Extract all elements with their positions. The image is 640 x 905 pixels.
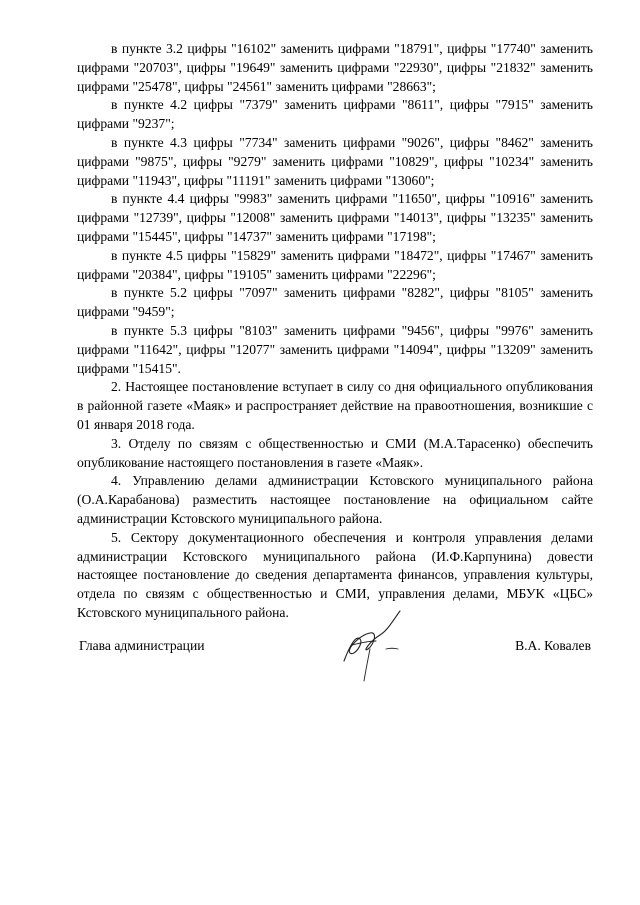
- paragraph-point-4-3: в пункте 4.3 цифры "7734" заменить цифрами "9026", цифры "8462" заменить цифрами "9875", цифры "9279" заменить цифрами "10829", цифры "10234" заменить цифрами "11943", цифры "11191" заменить цифрами "13060";: [77, 134, 593, 188]
- paragraph-item-3: 3. Отделу по связям с общественностью и СМИ (М.А.Тарасенко) обеспечить опубликование настоящего постановления в газете «Маяк».: [77, 435, 593, 470]
- paragraph-point-4-4: в пункте 4.4 цифры "9983" заменить цифрами "11650", цифры "10916" заменить цифрами "12739", цифры "12008" заменить цифрами "14013", цифры "13235" заменить цифрами "15445", цифры "14737" заменить цифрами "17198";: [77, 191, 593, 244]
- paragraph-item-2: 2. Настоящее постановление вступает в силу со дня официального опубликования в районной газете «Маяк» и распространяет действие на правоотношения, возникшие с 01 января 2018 года.: [77, 379, 593, 432]
- handwritten-signature-icon: [330, 605, 410, 685]
- paragraph-point-4-2: в пункте 4.2 цифры "7379" заменить цифрами "8611", цифры "7915" заменить цифрами "9237";: [77, 97, 593, 132]
- signature-block: [77, 605, 593, 685]
- signatory-name: В.А. Ковалев: [515, 638, 591, 653]
- signatory-title: Глава администрации: [79, 638, 205, 653]
- paragraph-point-5-3: в пункте 5.3 цифры "8103" заменить цифрами "9456", цифры "9976" заменить цифрами "11642", цифры "12077" заменить цифрами "14094", цифры "13209" заменить цифрами "15415".: [77, 322, 593, 376]
- document-body: [77, 40, 593, 623]
- paragraph-point-4-5: в пункте 4.5 цифры "15829" заменить цифрами "18472", цифры "17467" заменить цифрами "20384", цифры "19105" заменить цифрами "22296";: [77, 247, 593, 282]
- paragraph-point-3-2: в пункте 3.2 цифры "16102" заменить цифрами "18791", цифры "17740" заменить цифрами "20703", цифры "19649" заменить цифрами "22930", цифры "21832" заменить цифрами "25478", цифры "24561" заменить цифрами "28663";: [77, 41, 593, 94]
- paragraph-item-5: 5. Сектору документационного обеспечения и контроля управления делами администрации Кстовского муниципального района (И.Ф.Карпунина) довести настоящее постановление до сведения департамента финансов, управления культуры, отдела по связям с общественностью и СМИ, управления делами, МБУК «ЦБС» Кстовского муниципального района.: [77, 529, 593, 620]
- paragraph-item-4: 4. Управлению делами администрации Кстовского муниципального района (О.А.Карабанова) разместить настоящее постановление на официальном сайте администрации Кстовского муниципального района.: [77, 473, 593, 526]
- paragraph-point-5-2: в пункте 5.2 цифры "7097" заменить цифрами "8282", цифры "8105" заменить цифрами "9459";: [77, 285, 593, 320]
